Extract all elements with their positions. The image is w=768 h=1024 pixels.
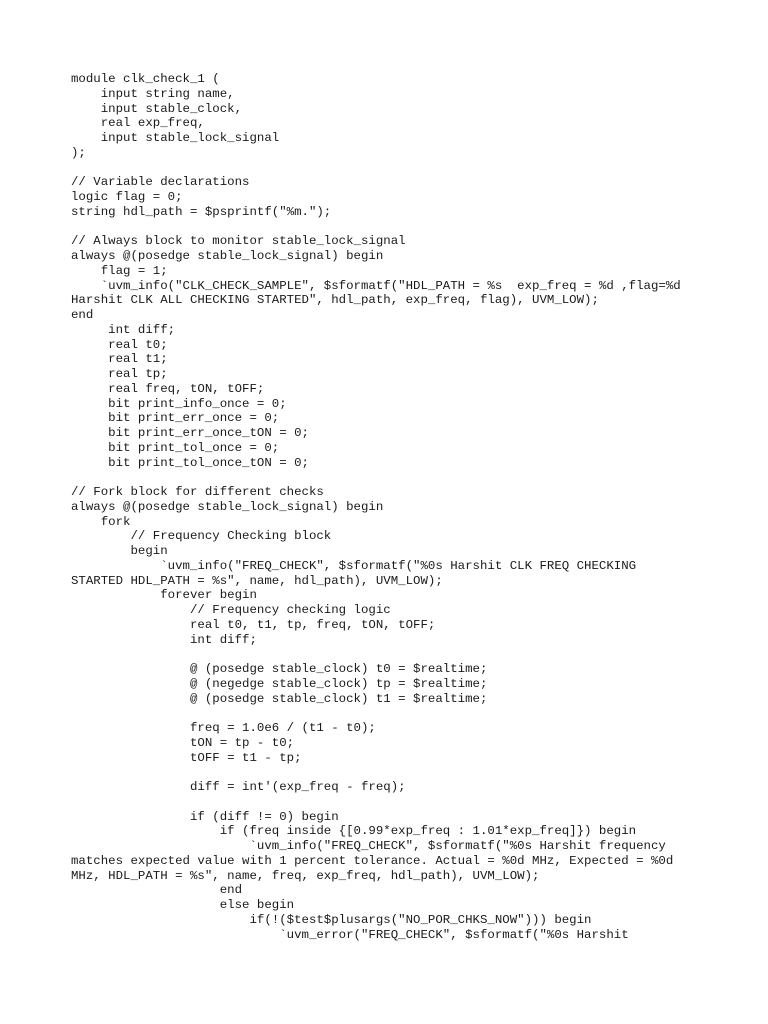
code-line: real t0, t1, tp, freq, tON, tOFF;: [71, 617, 436, 632]
code-line: STARTED HDL_PATH = %s", name, hdl_path), UVM_LOW);: [71, 573, 443, 588]
code-line: // Fork block for different checks: [71, 485, 324, 499]
code-line: freq = 1.0e6 / (t1 - t0);: [71, 721, 376, 735]
code-line: input stable_lock_signal: [71, 131, 280, 145]
code-line: @ (posedge stable_clock) t0 = $realtime;: [71, 662, 488, 676]
code-line: end: [71, 883, 243, 898]
code-line: real exp_freq,: [71, 116, 205, 131]
code-line: flag = 1;: [71, 263, 168, 278]
code-line: always @(posedge stable_lock_signal) begin: [71, 499, 384, 514]
code-listing: [71, 72, 711, 942]
code-line: [71, 706, 711, 721]
code-line: else begin: [71, 898, 295, 912]
code-line: tON = tp - t0;: [71, 735, 295, 750]
code-line: // Frequency Checking block: [71, 529, 332, 544]
code-line: diff = int'(exp_freq - freq);: [71, 780, 406, 794]
code-line: MHz, HDL_PATH = %s", name, freq, exp_freq, hdl_path), UVM_LOW);: [71, 868, 540, 883]
code-line: [71, 765, 711, 780]
code-line: bit print_info_once = 0;: [71, 396, 287, 411]
code-line: fork: [71, 514, 131, 529]
code-line: // Always block to monitor stable_lock_signal: [71, 234, 406, 249]
code-line: `uvm_info("CLK_CHECK_SAMPLE", $sformatf("HDL_PATH = %s exp_freq = %d ,flag=%d: [71, 278, 681, 293]
code-line: `uvm_info("FREQ_CHECK", $sformatf("%0s Harshit CLK FREQ CHECKING: [71, 558, 637, 573]
code-line: @ (posedge stable_clock) t1 = $realtime;: [71, 691, 488, 706]
code-line: always @(posedge stable_lock_signal) begin: [71, 249, 384, 263]
code-line: string hdl_path = $psprintf("%m.");: [71, 204, 332, 219]
code-line: // Variable declarations: [71, 175, 250, 190]
code-line: bit print_err_once_tON = 0;: [71, 426, 309, 440]
code-line: [71, 795, 711, 810]
code-line: int diff;: [71, 322, 176, 337]
code-line: forever begin: [71, 588, 257, 603]
code-line: Harshit CLK ALL CHECKING STARTED", hdl_path, exp_freq, flag), UVM_LOW);: [71, 293, 599, 308]
code-line: matches expected value with 1 percent tolerance. Actual = %0d MHz, Expected = %0d: [71, 853, 674, 868]
code-line: if (diff != 0) begin: [71, 809, 339, 824]
code-line: module clk_check_1 (: [71, 72, 220, 86]
code-line: tOFF = t1 - tp;: [71, 750, 302, 765]
code-line: int diff;: [71, 632, 257, 647]
code-line: bit print_tol_once = 0;: [71, 440, 280, 455]
code-line: input stable_clock,: [71, 101, 243, 116]
code-line: begin: [71, 544, 168, 558]
code-line: real tp;: [71, 367, 168, 381]
code-line: `uvm_info("FREQ_CHECK", $sformatf("%0s Harshit frequency: [71, 839, 666, 853]
code-line: );: [71, 145, 86, 160]
code-line: @ (negedge stable_clock) tp = $realtime;: [71, 676, 488, 691]
code-line: bit print_tol_once_tON = 0;: [71, 455, 309, 470]
code-line: [71, 220, 711, 235]
code-line: input string name,: [71, 86, 235, 101]
code-line: bit print_err_once = 0;: [71, 411, 280, 426]
code-line: if(!($test$plusargs("NO_POR_CHKS_NOW"))) begin: [71, 912, 592, 927]
code-line: [71, 161, 711, 176]
code-line: real t0;: [71, 337, 168, 352]
code-line: if (freq inside {[0.99*exp_freq : 1.01*exp_freq]}) begin: [71, 824, 637, 839]
code-line: end: [71, 308, 94, 322]
code-line: real t1;: [71, 352, 168, 367]
code-line: logic flag = 0;: [71, 190, 183, 204]
code-line: [71, 647, 711, 662]
code-line: [71, 470, 711, 485]
code-line: real freq, tON, tOFF;: [71, 381, 265, 396]
code-line: `uvm_error("FREQ_CHECK", $sformatf("%0s Harshit: [71, 927, 629, 942]
code-line: // Frequency checking logic: [71, 603, 391, 617]
